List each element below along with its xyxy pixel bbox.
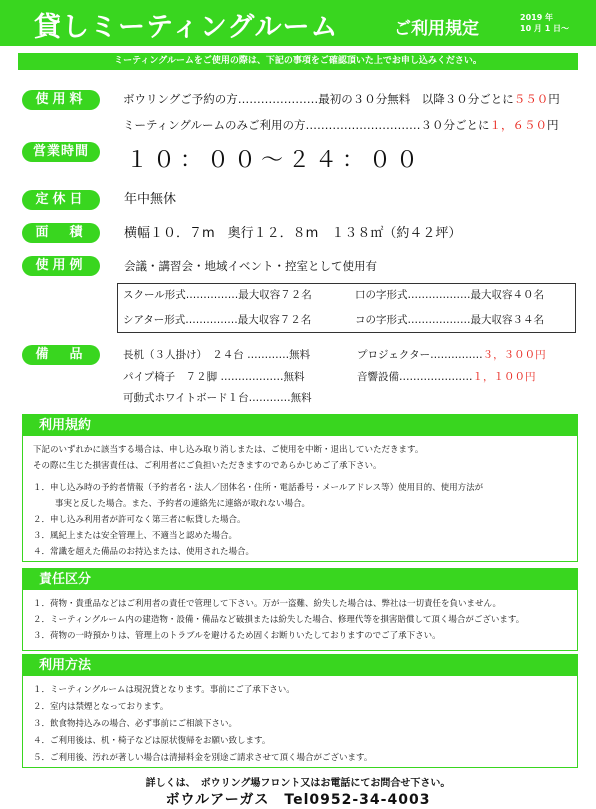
equipment-chair bbox=[123, 370, 305, 385]
fee-line-bowling bbox=[123, 92, 560, 107]
fee-line-room-unit: 円 bbox=[547, 118, 559, 132]
equipment-desk-text: 長机（３人掛け） ２４台 …………無料 bbox=[123, 349, 311, 361]
terms-heading: 利用規約 bbox=[23, 415, 577, 436]
effective-date-year: 2019 年 bbox=[520, 13, 554, 22]
method-item-2: ２．室内は禁煙となっております。 bbox=[33, 702, 169, 712]
fee-line-bowling-price: ５５０ bbox=[513, 92, 549, 106]
terms-body bbox=[23, 436, 577, 560]
fee-line-bowling-unit: 円 bbox=[548, 92, 560, 106]
liability-body bbox=[23, 590, 577, 644]
method-body bbox=[23, 676, 577, 767]
liability-item-2: ２．ミーティングルーム内の建造物・設備・備品など破損または紛失した場合、修理代等を損害賠償して頂く場合がございます。 bbox=[33, 615, 525, 625]
area-label: 面 積 bbox=[22, 223, 100, 243]
terms-item-1a: １．申し込み時の予約者情報（予約者名・法人／団体名・住所・電話番号・メールアドレス等）使用目的、使用方法が bbox=[33, 483, 484, 493]
equipment-projector-price: ３，３００円 bbox=[482, 349, 546, 361]
equipment-audio-text: 音響設備………………… bbox=[357, 371, 473, 383]
terms-item-2: ２．申し込み利用者が許可なく第三者に転貸した場合。 bbox=[33, 515, 246, 525]
terms-item-1b: 事実と反した場合。また、予約者の連絡先に連絡が取れない場合。 bbox=[55, 499, 311, 509]
hours-label: 営業時間 bbox=[22, 142, 100, 162]
method-item-1: １．ミーティングルームは現況貸となります。事前にご了承下さい。 bbox=[33, 685, 295, 695]
equipment-audio bbox=[357, 370, 536, 385]
holiday-label: 定休日 bbox=[22, 190, 100, 210]
page-title: 貸しミーティングルーム bbox=[34, 12, 339, 43]
method-item-4: ４．ご利用後は、机・椅子などは原状復帰をお願い致します。 bbox=[33, 736, 271, 746]
header-banner bbox=[0, 0, 596, 46]
terms-intro-2: その際に生じた損害責任は、ご利用者にご負担いただきますのであらかじめご了承下さい。 bbox=[33, 461, 382, 471]
equipment-desk bbox=[123, 348, 310, 363]
footer-phone: ボウルアーガス Tel0952-34-4003 bbox=[165, 792, 431, 808]
method-heading: 利用方法 bbox=[23, 655, 577, 676]
equipment-label: 備 品 bbox=[22, 345, 100, 365]
liability-heading: 責任区分 bbox=[23, 569, 577, 590]
method-section bbox=[22, 654, 578, 768]
effective-date bbox=[520, 12, 569, 34]
usage-label: 使用例 bbox=[22, 256, 100, 276]
liability-item-3: ３．荷物の一時預かりは、管理上のトラブルを避けるため固くお断りいたしておりますのでご了承下さい。 bbox=[33, 631, 441, 641]
terms-item-4: ４．常識を超えた備品のお持込または、使用された場合。 bbox=[33, 547, 255, 557]
fee-line-room bbox=[123, 118, 559, 133]
hours-value: １０：００〜２４：００ bbox=[126, 148, 424, 173]
fee-line-room-price: １，６５０ bbox=[489, 118, 548, 132]
equipment-chair-text: パイプ椅子 ７２脚 ………………無料 bbox=[123, 371, 305, 383]
usage-value: 会議・講習会・地域イベント・控室として使用有 bbox=[124, 259, 377, 273]
equipment-whiteboard-text: 可動式ホワイトボード１台…………無料 bbox=[123, 392, 312, 404]
area-value: 横幅１０．７m 奥行１２．８m １３８㎡（約４２坪） bbox=[124, 226, 462, 241]
method-item-3: ３．飲食物持込みの場合、必ず事前にご相談下さい。 bbox=[33, 719, 238, 729]
footer-contact-note: 詳しくは、 ボウリング場フロント又はお電話にてお問合せ下さい。 bbox=[145, 778, 451, 789]
fee-label: 使用料 bbox=[22, 90, 100, 110]
equipment-whiteboard bbox=[123, 391, 312, 406]
liability-section bbox=[22, 568, 578, 651]
fee-line-bowling-text: ボウリングご予約の方…………………最初の３０分無料 以降３０分ごとに bbox=[123, 92, 514, 106]
layout-school: スクール形式……………最大収容７２名 bbox=[123, 289, 312, 301]
method-item-5: ５．ご利用後、汚れが著しい場合は清掃料金を別途ご請求させて頂く場合がございます。 bbox=[33, 753, 373, 763]
terms-item-3: ３．風紀上または安全管理上、不適当と認めた場合。 bbox=[33, 531, 238, 541]
layout-u-shape: コの字形式………………最大収容３４名 bbox=[355, 314, 544, 326]
equipment-projector bbox=[357, 348, 546, 363]
effective-date-day: 10 月 1 日〜 bbox=[520, 24, 570, 33]
liability-item-1: １．荷物・貴重品などはご利用者の責任で管理して下さい。万が一盗難、紛失した場合は、弊社は一切責任を負いません。 bbox=[33, 599, 502, 609]
equipment-audio-price: １，１００円 bbox=[472, 371, 536, 383]
layout-square: 口の字形式………………最大収容４０名 bbox=[355, 289, 544, 301]
layout-theater: シアター形式……………最大収容７２名 bbox=[123, 314, 312, 326]
fee-line-room-text: ミーティングルームのみご利用の方…………………………３０分ごとに bbox=[123, 118, 490, 132]
holiday-value: 年中無休 bbox=[124, 192, 177, 207]
equipment-projector-text: プロジェクター…………… bbox=[357, 349, 483, 361]
terms-section bbox=[22, 414, 578, 562]
notice-bar: ミーティングルームをご使用の際は、下記の事項をご確認頂いた上でお申し込みください。 bbox=[18, 53, 578, 70]
page-subtitle: ご利用規定 bbox=[394, 19, 479, 39]
terms-intro-1: 下記のいずれかに該当する場合は、申し込み取り消しまたは、ご使用を中断・退出していただきます。 bbox=[33, 445, 424, 455]
